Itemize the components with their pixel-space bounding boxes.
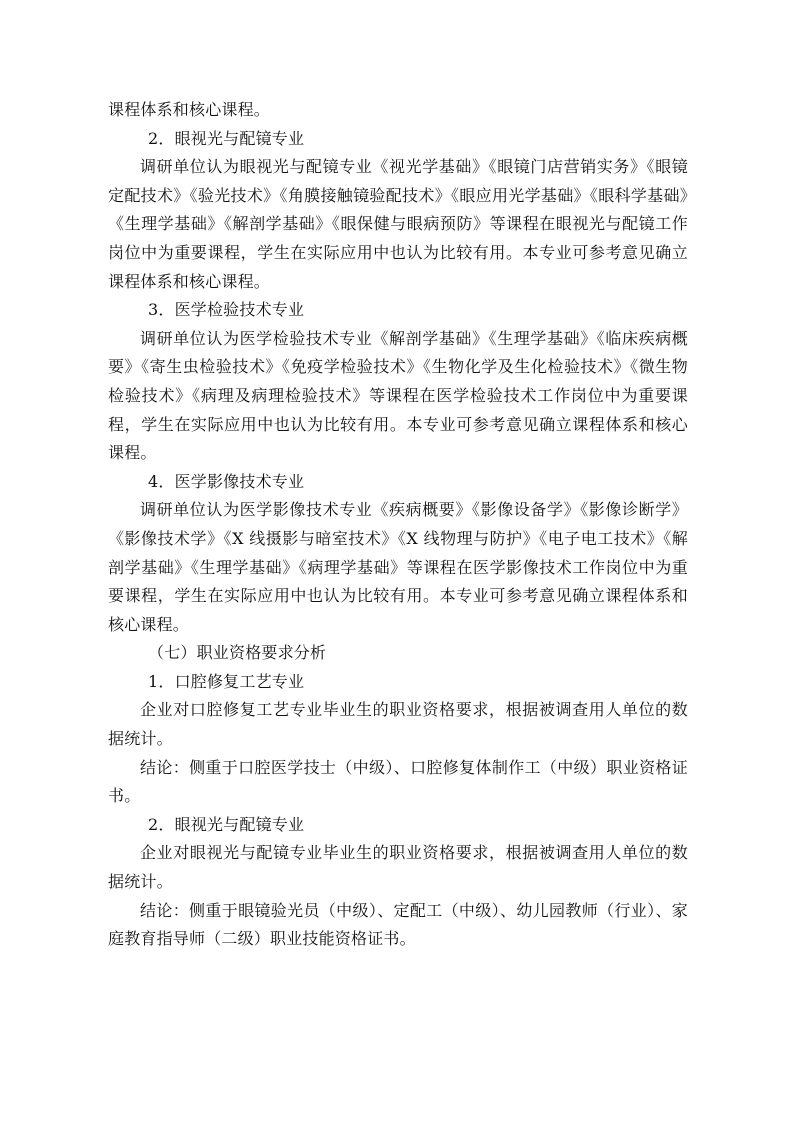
paragraph-optometry-courses: 调研单位认为眼视光与配镜专业《视光学基础》《眼镜门店营销实务》《眼镜定配技术》《验光技术》《角膜接触镜验配技术》《眼应用光学基础》《眼科学基础》《生理学基础》《解剖学基础》《眼保健与眼病预防》等课程在眼视光与配镜工作岗位中为重要课程，学生在实际应用中也认为比较有用。本专业可参考意见确立课程体系和核心课程。 [108,157,688,291]
document-body [108,96,688,954]
subheading-optometry-qualifications: 2．眼视光与配镜专业 [148,814,305,834]
subheading-imaging-tech: 4．医学影像技术专业 [148,471,305,491]
section-heading-qualifications: （七）职业资格要求分析 [148,643,327,663]
subheading-dental-restoration: 1．口腔修复工艺专业 [148,671,305,691]
paragraph-optometry-conclusion: 结论：侧重于眼镜验光员（中级）、定配工（中级）、幼儿园教师（行业）、家庭教育指导师（二级）职业技能资格证书。 [108,900,688,949]
paragraph-dental-requirements: 企业对口腔修复工艺专业毕业生的职业资格要求，根据被调查用人单位的数据统计。 [108,700,688,749]
subheading-lab-tech: 3．医学检验技术专业 [148,300,305,320]
paragraph-lab-tech-courses: 调研单位认为医学检验技术专业《解剖学基础》《生理学基础》《临床疾病概要》《寄生虫检验技术》《免疫学检验技术》《生物化学及生化检验技术》《微生物检验技术》《病理及病理检验技术》等课程在医学检验技术工作岗位中为重要课程，学生在实际应用中也认为比较有用。本专业可参考意见确立课程体系和核心课程。 [108,328,688,463]
paragraph-optometry-requirements: 企业对眼视光与配镜专业毕业生的职业资格要求，根据被调查用人单位的数据统计。 [108,843,688,892]
paragraph-imaging-tech-courses: 调研单位认为医学影像技术专业《疾病概要》《影像设备学》《影像诊断学》《影像技术学》《X 线摄影与暗室技术》《X 线物理与防护》《电子电工技术》《解剖学基础》《生理学基础》《病理学基础》等课程在医学影像技术工作岗位中为重要课程，学生在实际应用中也认为比较有用。本专业可参考意见确立课程体系和核心课程。 [108,500,688,634]
paragraph-continuation: 课程体系和核心课程。 [108,100,271,119]
subheading-optometry: 2．眼视光与配镜专业 [148,128,305,148]
paragraph-dental-conclusion: 结论：侧重于口腔医学技士（中级）、口腔修复体制作工（中级）职业资格证书。 [108,757,688,806]
